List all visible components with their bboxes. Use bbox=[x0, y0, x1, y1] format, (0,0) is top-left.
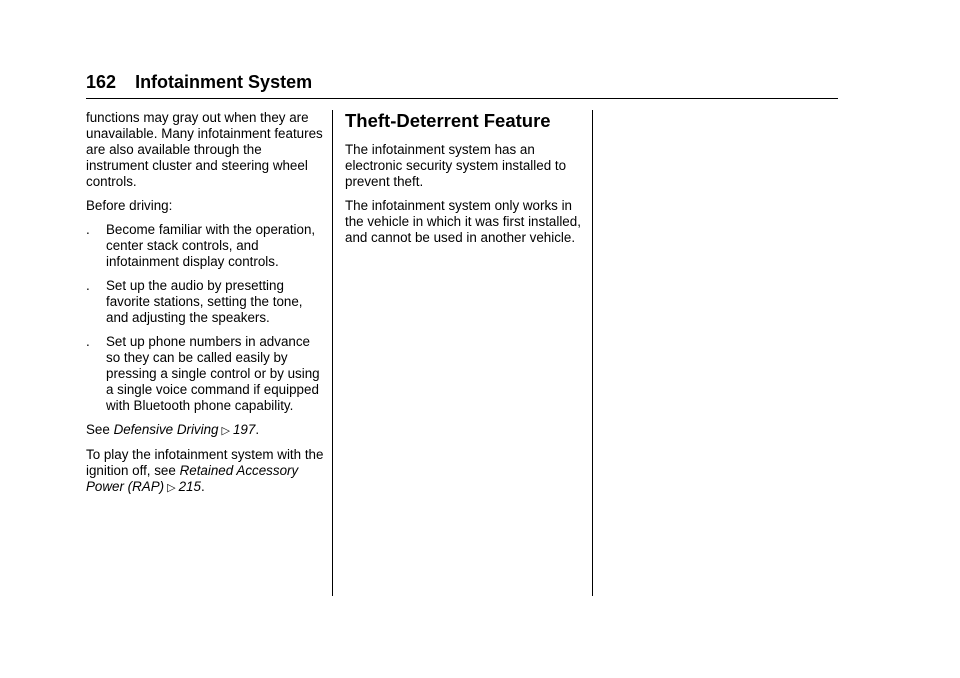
bullet-text: Become familiar with the operation, center stack controls, and infotainment display controls. bbox=[106, 222, 316, 269]
defensive-driving-link[interactable]: Defensive Driving bbox=[113, 422, 219, 437]
column-divider-right bbox=[592, 110, 593, 596]
section-paragraph: The infotainment system has an electronic security system installed to prevent theft. bbox=[345, 142, 567, 189]
page-title: Infotainment System bbox=[135, 72, 313, 92]
page-reference-arrow-icon: ▷ bbox=[221, 425, 230, 437]
bullet-marker: . bbox=[86, 222, 90, 237]
see-suffix: . bbox=[255, 422, 260, 437]
rap-link[interactable]: Retained Accessory Power (RAP) bbox=[86, 463, 299, 494]
column-divider-left bbox=[332, 110, 333, 596]
play-reference bbox=[86, 447, 326, 496]
left-column bbox=[86, 110, 326, 504]
play-page-number[interactable]: 215 bbox=[178, 479, 201, 494]
list-item bbox=[86, 222, 326, 270]
bullet-marker: . bbox=[86, 334, 90, 349]
list-item bbox=[86, 334, 326, 414]
play-suffix: . bbox=[200, 479, 205, 494]
bullet-marker: . bbox=[86, 278, 90, 293]
page-reference-arrow-icon: ▷ bbox=[167, 482, 176, 494]
header-rule bbox=[86, 98, 838, 99]
page-number: 162 bbox=[86, 72, 117, 92]
bullet-text: Set up the audio by presetting favorite stations, setting the tone, and adjusting the speakers. bbox=[106, 278, 303, 325]
play-text: To play the infotainment system with the ignition off, see bbox=[86, 447, 324, 478]
bullet-text: Set up phone numbers in advance so they can be called easily by pressing a single control or by using a single voice command if equipped with Bluetooth phone capability. bbox=[106, 334, 320, 413]
intro-paragraph: functions may gray out when they are unavailable. Many infotainment features are also available through the instrument cluster and steering wheel controls. bbox=[86, 110, 323, 189]
page-header bbox=[86, 72, 312, 92]
see-page-number[interactable]: 197 bbox=[232, 422, 256, 437]
section-title: Theft-Deterrent Feature bbox=[345, 110, 551, 131]
section-paragraph: The infotainment system only works in the vehicle in which it was first installed, and cannot be used in another vehicle. bbox=[345, 198, 581, 245]
see-reference bbox=[86, 422, 326, 439]
middle-column bbox=[345, 110, 585, 254]
list-item bbox=[86, 278, 326, 326]
see-prefix: See bbox=[86, 422, 110, 437]
before-driving-label: Before driving: bbox=[86, 198, 173, 213]
